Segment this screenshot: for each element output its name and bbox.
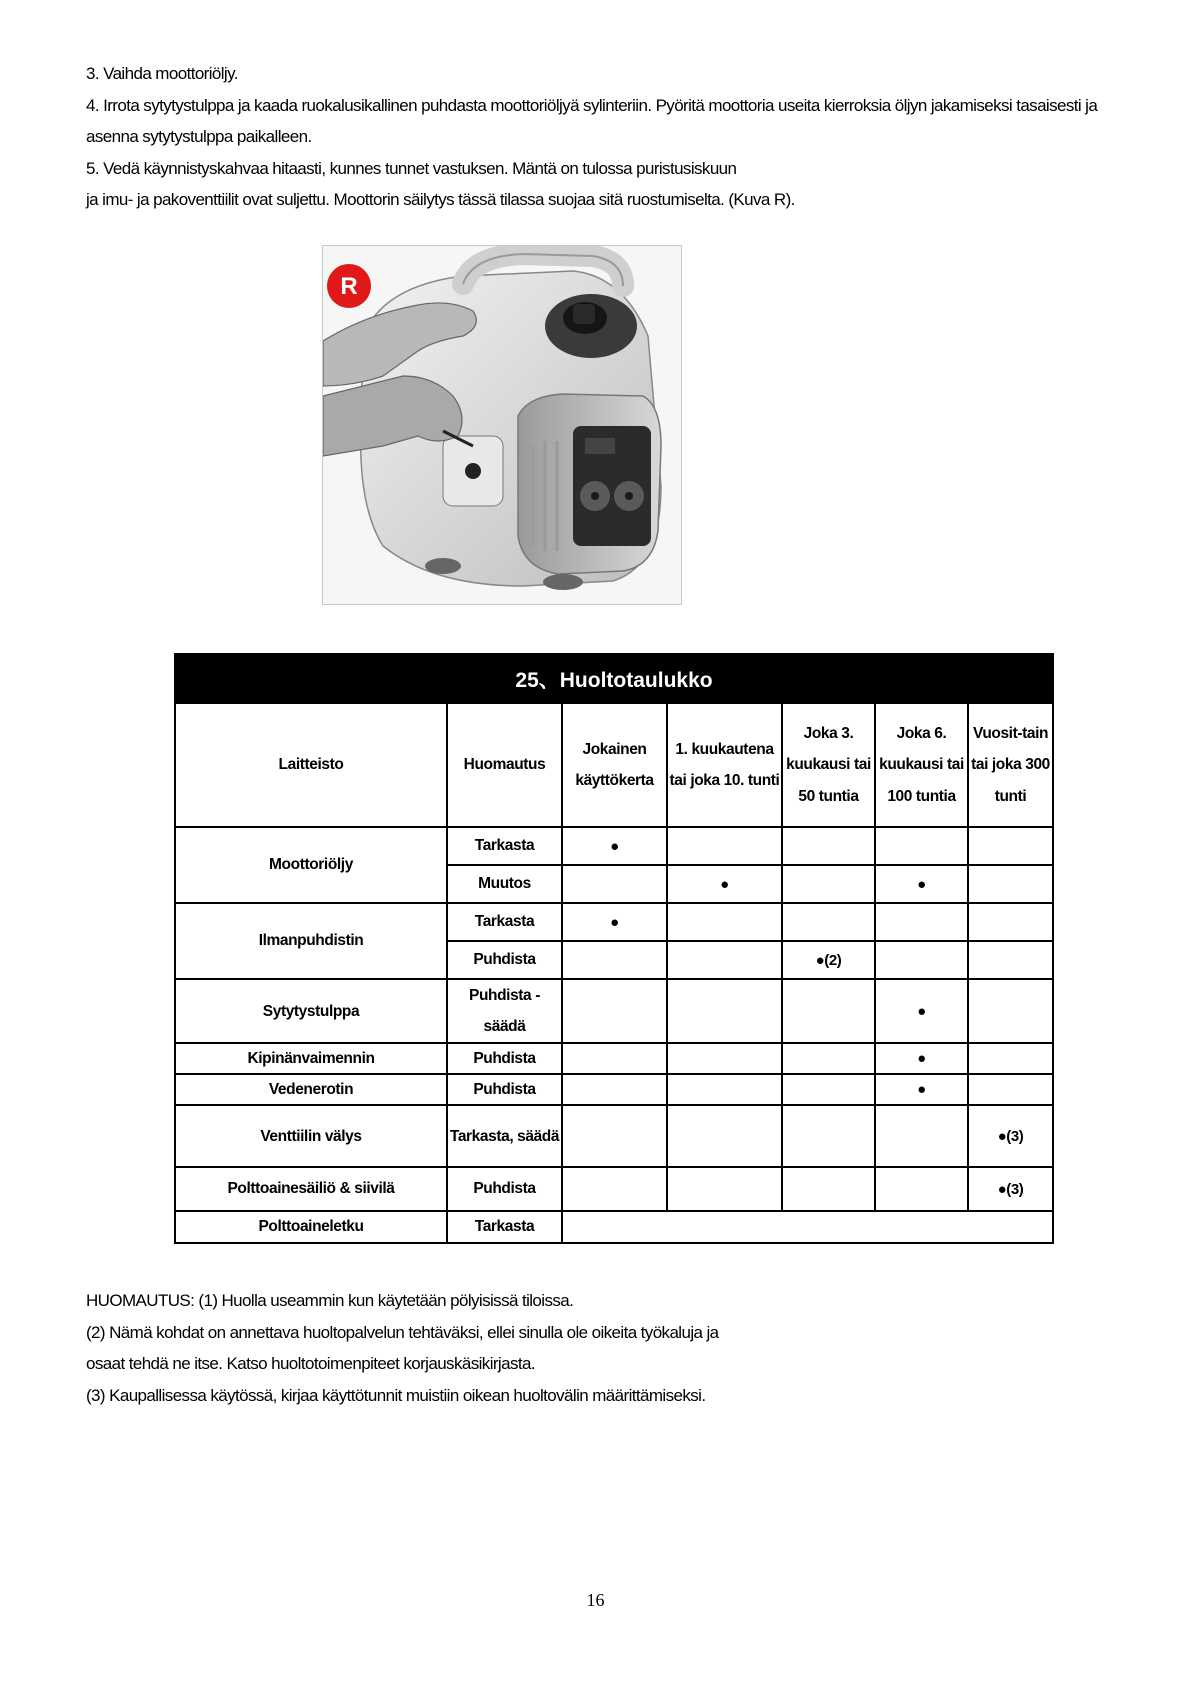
header-col5: Vuosit-tain tai joka 300 tunti — [968, 703, 1053, 827]
cell — [667, 827, 782, 865]
table-row — [175, 1043, 1053, 1074]
generator-photo — [322, 245, 682, 605]
header-note: Huomautus — [447, 703, 562, 827]
table-row — [175, 1167, 1053, 1211]
row-item: Moottoriöljy — [175, 827, 447, 903]
header-col2: 1. kuukautena tai joka 10. tunti — [667, 703, 782, 827]
row-item: Polttoainesäiliö & siivilä — [175, 1167, 447, 1211]
instruction-line: 4. Irrota sytytystulppa ja kaada ruokalusikallinen puhdasta moottoriöljyä sylinteriin. Pyöritä moottoria useita kierroksia öljyn jakamiseksi tasaisesti ja — [86, 95, 1098, 115]
cell: ●(3) — [968, 1167, 1053, 1211]
cell — [968, 941, 1053, 979]
cell: ●(3) — [968, 1105, 1053, 1167]
cell — [782, 1043, 875, 1074]
instruction-line: 5. Vedä käynnistyskahvaa hitaasti, kunnes tunnet vastuksen. Mäntä on tulossa puristusiskuun — [86, 158, 737, 178]
cell — [875, 827, 968, 865]
cell — [875, 1167, 968, 1211]
cell — [968, 1043, 1053, 1074]
cell — [562, 1167, 667, 1211]
cell — [562, 941, 667, 979]
instruction-line: 3. Vaihda moottoriöljy. — [86, 64, 238, 83]
row-note: Puhdista — [447, 941, 562, 979]
instructions — [86, 58, 1126, 216]
row-note: Muutos — [447, 865, 562, 903]
row-item: Sytytystulppa — [175, 979, 447, 1043]
row-item: Polttoaineletku — [175, 1211, 447, 1243]
cell — [782, 1105, 875, 1167]
cell: ● — [562, 903, 667, 941]
cell — [667, 1105, 782, 1167]
cell — [875, 903, 968, 941]
cell — [562, 1074, 667, 1105]
cell — [782, 903, 875, 941]
cell — [968, 979, 1053, 1043]
row-item: Vedenerotin — [175, 1074, 447, 1105]
table-row — [175, 1074, 1053, 1105]
cell — [968, 1074, 1053, 1105]
cell: ● — [875, 1074, 968, 1105]
footnotes — [86, 1285, 719, 1411]
row-item: Venttiilin välys — [175, 1105, 447, 1167]
cell — [667, 941, 782, 979]
table-row — [175, 1105, 1053, 1167]
row-note: Puhdista — [447, 1167, 562, 1211]
cell — [562, 979, 667, 1043]
cell: ● — [875, 865, 968, 903]
cell — [782, 979, 875, 1043]
maintenance-table — [174, 653, 1054, 1244]
cell — [782, 1167, 875, 1211]
cell — [968, 903, 1053, 941]
cell — [968, 865, 1053, 903]
table-row — [175, 1211, 1053, 1243]
cell — [562, 1211, 1053, 1243]
table-header-row — [175, 703, 1053, 827]
cell — [782, 827, 875, 865]
row-item: Kipinänvaimennin — [175, 1043, 447, 1074]
page-number: 16 — [586, 1590, 605, 1610]
cell — [667, 903, 782, 941]
footnote-line: (3) Kaupallisessa käytössä, kirjaa käyttötunnit muistiin oikean huoltovälin määrittämiseksi. — [86, 1385, 706, 1405]
cell — [667, 979, 782, 1043]
row-note: Tarkasta — [447, 827, 562, 865]
cell — [562, 865, 667, 903]
cell — [968, 827, 1053, 865]
cell: ● — [875, 1043, 968, 1074]
cell: ●(2) — [782, 941, 875, 979]
row-item: Ilmanpuhdistin — [175, 903, 447, 979]
cell — [562, 1105, 667, 1167]
row-note: Puhdista - säädä — [447, 979, 562, 1043]
cell — [667, 1043, 782, 1074]
header-item: Laitteisto — [175, 703, 447, 827]
footnote-line: HUOMAUTUS: (1) Huolla useammin kun käytetään pölyisissä tiloissa. — [86, 1291, 574, 1310]
cell: ● — [667, 865, 782, 903]
row-note: Tarkasta — [447, 1211, 562, 1243]
instruction-line: ja imu- ja pakoventtiilit ovat suljettu. Moottorin säilytys tässä tilassa suojaa sitä ruostumiselta. (Kuva R). — [86, 190, 795, 209]
cell — [782, 1074, 875, 1105]
footnote-line: osaat tehdä ne itse. Katso huoltotoimenpiteet korjauskäsikirjasta. — [86, 1354, 535, 1373]
cell — [667, 1167, 782, 1211]
table-row — [175, 827, 1053, 865]
row-note: Tarkasta, säädä — [447, 1105, 562, 1167]
cell: ● — [562, 827, 667, 865]
row-note: Puhdista — [447, 1074, 562, 1105]
cell — [562, 1043, 667, 1074]
cell — [667, 1074, 782, 1105]
cell: ● — [875, 979, 968, 1043]
table-row — [175, 979, 1053, 1043]
table-title: 25、Huoltotaulukko — [175, 654, 1053, 703]
header-col4: Joka 6. kuukausi tai 100 tuntia — [875, 703, 968, 827]
cell — [875, 941, 968, 979]
header-col1: Jokainen käyttökerta — [562, 703, 667, 827]
header-col3: Joka 3. kuukausi tai 50 tuntia — [782, 703, 875, 827]
row-note: Tarkasta — [447, 903, 562, 941]
instruction-line: asenna sytytystulppa paikalleen. — [86, 127, 312, 146]
table-row — [175, 903, 1053, 941]
figure-badge-label: R — [340, 273, 358, 300]
cell — [875, 1105, 968, 1167]
cell — [782, 865, 875, 903]
footnote-line: (2) Nämä kohdat on annettava huoltopalvelun tehtäväksi, ellei sinulla ole oikeita työkaluja ja — [86, 1322, 719, 1342]
row-note: Puhdista — [447, 1043, 562, 1074]
